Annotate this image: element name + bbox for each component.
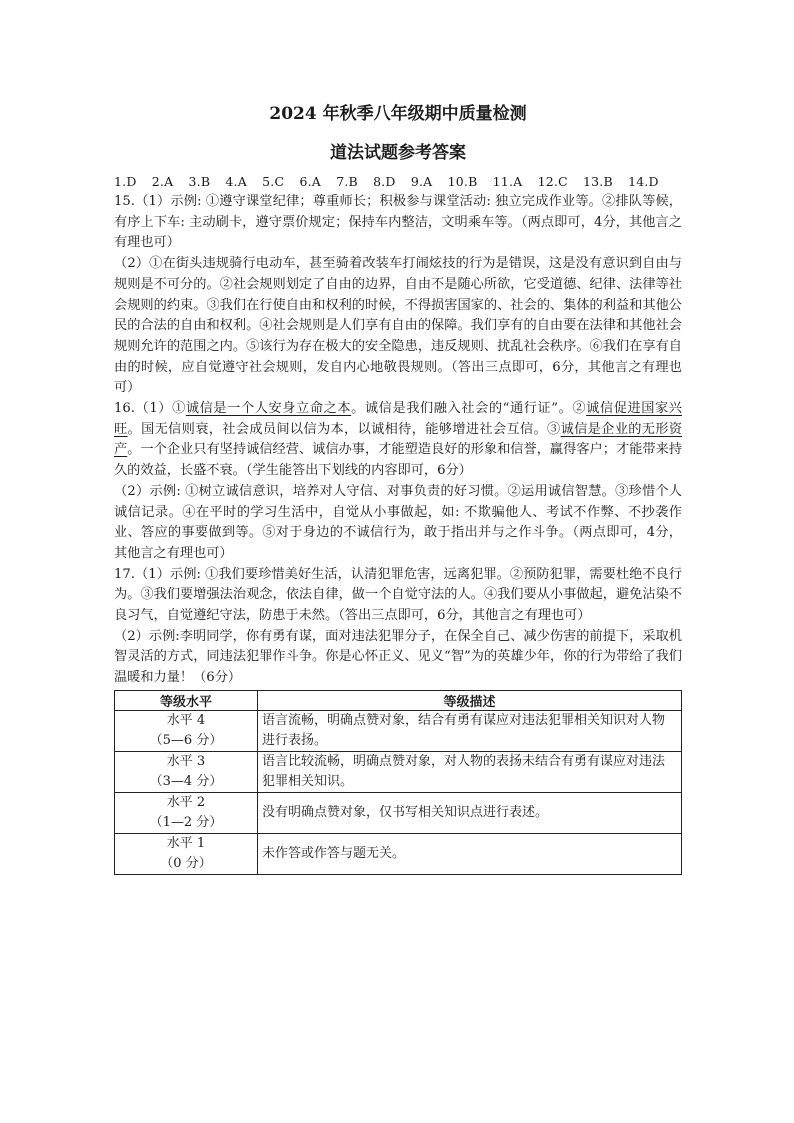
choice-answer: 11.A [492, 174, 523, 189]
header-level: 等级水平 [115, 690, 258, 710]
q16-text: 。一个企业只有坚持诚信经营、诚信办事，才能塑造良好的形象和信誉，赢得客户；才能带来持久的效益，长盛不衰。（学生能答出下划线的内容即可，6分） [114, 442, 683, 479]
page-title: 2024 年秋季八年级期中质量检测 [269, 104, 527, 124]
table-row [115, 710, 682, 751]
level-score: （5—6 分） [149, 732, 223, 748]
q16-part1-answer [114, 399, 682, 482]
choice-answer: 8.D [373, 174, 396, 189]
choice-answer: 13.B [583, 174, 613, 189]
table-row [115, 751, 682, 792]
choice-answer: 6.A [299, 174, 321, 189]
choice-answer: 5.C [262, 174, 285, 189]
choice-answer: 3.B [188, 174, 211, 189]
choice-answer: 14.D [628, 174, 659, 189]
choice-answer: 4.A [225, 174, 247, 189]
level-cell [115, 833, 258, 874]
table-row [115, 833, 682, 874]
description-cell: 未作答或作答与题无关。 [258, 833, 682, 874]
level-score: （0 分） [160, 855, 212, 871]
q15-part2-answer: （2）①在街头违规骑行电动车，甚至骑着改装车打闹炫技的行为是错误，这是没有意识到自由与规则是不可分的。②社会规则划定了自由的边界，自由不是随心所欲，它受道德、纪律、法律等社会规则的约束。③我们在行使自由和权利的时候，不得损害国家的、社会的、集体的利益和其他公民的合法的自由和权利。④社会规则是人们享有自由的保障。我们享有的自由要在法律和其他社会规则允许的范围之内。⑤该行为存在极大的安全隐患，违反规则、扰乱社会秩序。⑥我们在享有自由的时候，应自觉遵守社会规则，发自内心地敬畏规则。（答出三点即可，6分，其他言之有理也可） [114, 256, 682, 396]
q17-part1-answer: 17.（1）示例: ①我们要珍惜美好生活，认清犯罪危害，远离犯罪。②预防犯罪，需要杜绝不良行为。③我们要增强法治观念，依法自律，做一个自觉守法的人。④我们要从小事做起，避免沾染不良习气，自觉遵纪守法，防患于未然。（答出三点即可，6分，其他言之有理也可） [114, 566, 682, 624]
underlined-key-point: 诚信促进国家兴旺 [114, 401, 682, 437]
choice-answer: 2.A [151, 174, 174, 189]
q17-part2-answer: （2）示例:李明同学，你有勇有谋，面对违法犯罪分子，在保全自己、减少伤害的前提下，采取机智灵活的方式，同违法犯罪作斗争。你是心怀正义、见义“智”为的英雄少年，你的行为带给了我们温暖和力量！（6分） [114, 628, 682, 686]
description-cell: 语言流畅，明确点赞对象，结合有勇有谋应对违法犯罪相关知识对人物进行表扬。 [258, 710, 682, 751]
choice-answer: 1.D [114, 174, 137, 189]
level-name: 水平 4 [166, 712, 206, 728]
level-name: 水平 3 [166, 753, 206, 769]
q16-text: 。国无信则衰，社会成员间以信为本，以诚相待，能够增进社会互信。③ [127, 421, 561, 437]
choice-answers [114, 174, 682, 190]
header-description: 等级描述 [258, 690, 682, 710]
choice-answer: 12.C [537, 174, 568, 189]
level-cell [115, 751, 258, 792]
q16-part2-answer: （2）示例: ①树立诚信意识，培养对人守信、对事负责的好习惯。②运用诚信智慧。③珍惜个人诚信记录。④在平时的学习生活中，自觉从小事做起，如: 不欺骗他人、考试不作弊、不抄袭作业、答应的事要做到等。⑤对于身边的不诚信行为，敢于指出并与之作斗争。（两点即可，4分，其他言之有理也可） [114, 483, 682, 561]
level-cell [115, 792, 258, 833]
q16-prefix: 16.（1）① [114, 401, 186, 417]
level-cell [115, 710, 258, 751]
level-score: （3—4 分） [149, 773, 223, 789]
description-cell: 没有明确点赞对象，仅书写相关知识点进行表述。 [258, 792, 682, 833]
grading-rubric-table [114, 690, 682, 875]
underlined-key-point: 诚信是一个人安身立命之本 [185, 401, 352, 417]
level-name: 水平 2 [166, 794, 206, 810]
table-header-row [115, 690, 682, 710]
q16-text: 。诚信是我们融入社会的“通行证”。② [351, 401, 587, 417]
choice-answer: 9.A [410, 174, 433, 189]
page-subtitle: 道法试题参考答案 [330, 143, 466, 163]
table-row [115, 792, 682, 833]
underlined-key-point: 诚信是企业的无形资产 [114, 421, 683, 458]
description-cell: 语言比较流畅，明确点赞对象，对人物的表扬未结合有勇有谋应对违法犯罪相关知识。 [258, 751, 682, 792]
answer-sheet [114, 100, 682, 875]
level-score: （1—2 分） [149, 814, 223, 830]
q15-part1-answer: 15.（1）示例: ①遵守课堂纪律；尊重师长；积极参与课堂活动: 独立完成作业等。②排队等候，有序上下车: 主动刷卡，遵守票价规定；保持车内整洁，文明乘车等。（两点即可，4分，其他言之有理也可） [114, 194, 682, 251]
level-name: 水平 1 [166, 835, 206, 851]
choice-answer: 7.B [336, 174, 358, 189]
choice-answer: 10.B [447, 174, 478, 189]
